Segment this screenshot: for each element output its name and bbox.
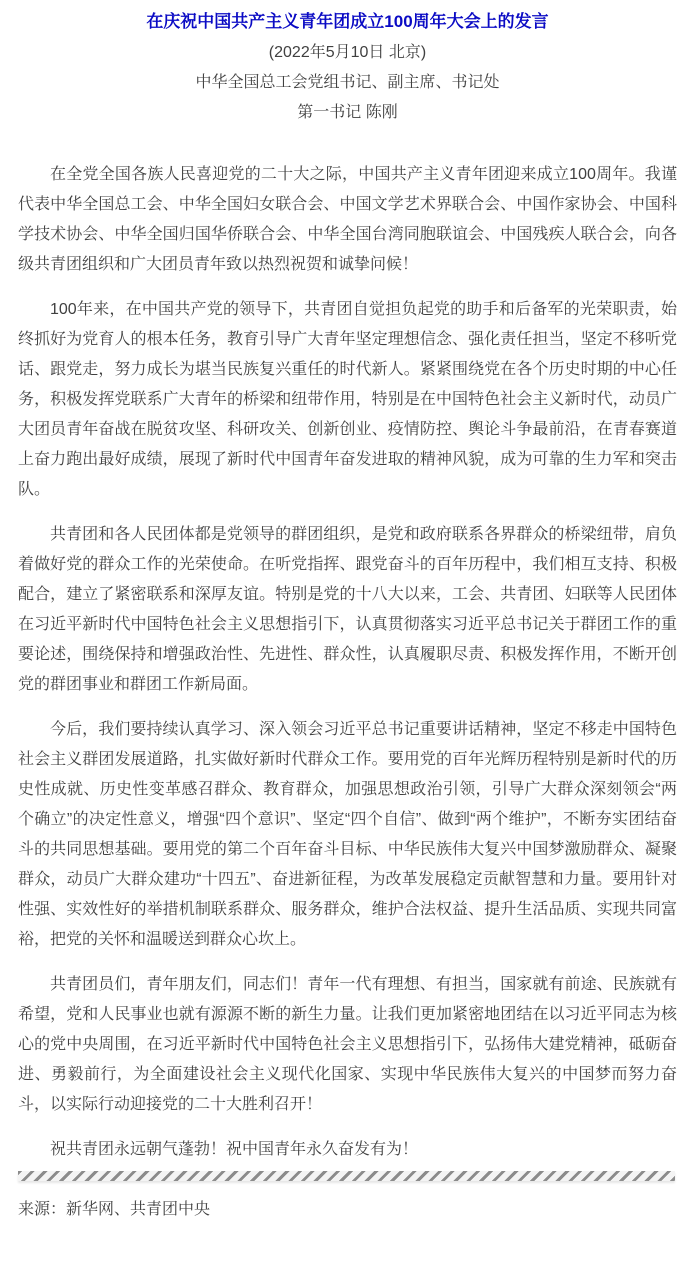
article-paragraph-mass-organizations: 共青团和各人民团体都是党领导的群团组织，是党和政府联系各界群众的桥梁纽带，肩负着做好党的群众工作的光荣使命。在听党指挥、跟党奋斗的百年历程中，我们相互支持、积极配合，建立了紧密联系和深厚友谊。特别是党的十八大以来，工会、共青团、妇联等人民团体在习近平新时代中国特色社会主义思想指引下，认真贯彻落实习近平总书记关于群团工作的重要论述，围绕保持和增强政治性、先进性、群众性，认真履职尽责、积极发挥作用，不断开创党的群团事业和群团工作新局面。	[18, 526, 677, 693]
article-paragraph-history: 100年来，在中国共产党的领导下，共青团自觉担负起党的助手和后备军的光荣职责，始终抓好为党育人的根本任务，教育引导广大青年坚定理想信念、强化责任担当，坚定不移听党话、跟党走，努力成长为堪当民族复兴重任的时代新人。紧紧围绕党在各个历史时期的中心任务，积极发挥党联系广大青年的桥梁和纽带作用，特别是在中国特色社会主义新时代，动员广大团员青年奋战在脱贫攻坚、科研攻关、创新创业、疫情防控、舆论斗争最前沿，在青春赛道上奋力跑出最好成绩，展现了新时代中国青年奋发进取的精神风貌，成为可靠的生力军和突击队。	[18, 301, 677, 498]
article-paragraph-closing-wishes: 祝共青团永远朝气蓬勃！祝中国青年永久奋发有为！	[50, 1141, 419, 1158]
hatched-divider	[18, 1171, 675, 1181]
article-paragraph-call-to-action: 共青团员们，青年朋友们，同志们！青年一代有理想、有担当，国家就有前途、民族就有希望，党和人民事业也就有源源不断的新生力量。让我们更加紧密地团结在以习近平同志为核心的党中央周围，在习近平新时代中国特色社会主义思想指引下，弘扬伟大建党精神，砥砺奋进、勇毅前行，为全面建设社会主义现代化国家、实现中华民族伟大复兴的中国梦而努力奋斗，以实际行动迎接党的二十大胜利召开！	[18, 976, 677, 1113]
article-source: 来源：新华网、共青团中央	[18, 1201, 211, 1218]
article-paragraph-future-tasks: 今后，我们要持续认真学习、深入领会习近平总书记重要讲话精神，坚定不移走中国特色社会主义群团发展道路，扎实做好新时代群众工作。要用党的百年光辉历程特别是新时代的历史性成就、历史性变革感召群众、教育群众，加强思想政治引领，引导广大群众深刻领会“两个确立”的决定性意义，增强“四个意识”、坚定“四个自信”、做到“两个维护”，不断夯实团结奋斗的共同思想基础。要用党的第二个百年奋斗目标、中华民族伟大复兴中国梦激励群众、凝聚群众，动员广大群众建功“十四五”、奋进新征程，为改革发展稳定贡献智慧和力量。要用针对性强、实效性好的举措机制联系群众、服务群众，维护合法权益、提升生活品质、实现共同富裕，把党的关怀和温暖送到群众心坎上。	[18, 721, 677, 948]
article-paragraph-greeting: 在全党全国各族人民喜迎党的二十大之际，中国共产主义青年团迎来成立100周年。我谨代表中华全国总工会、中华全国妇女联合会、中国文学艺术界联合会、中国作家协会、中国科学技术协会、中华全国归国华侨联合会、中华全国台湾同胞联谊会、中国残疾人联合会，向各级共青团组织和广大团员青年致以热烈祝贺和诚挚问候！	[18, 166, 677, 273]
article-date-location: (2022年5月10日 北京)	[268, 44, 427, 61]
article-title: 在庆祝中国共产主义青年团成立100周年大会上的发言	[146, 12, 549, 31]
article-body	[18, 160, 677, 1165]
article-author-org-title: 中华全国总工会党组书记、副主席、书记处	[195, 74, 500, 91]
article-author-name: 第一书记 陈刚	[297, 104, 398, 121]
